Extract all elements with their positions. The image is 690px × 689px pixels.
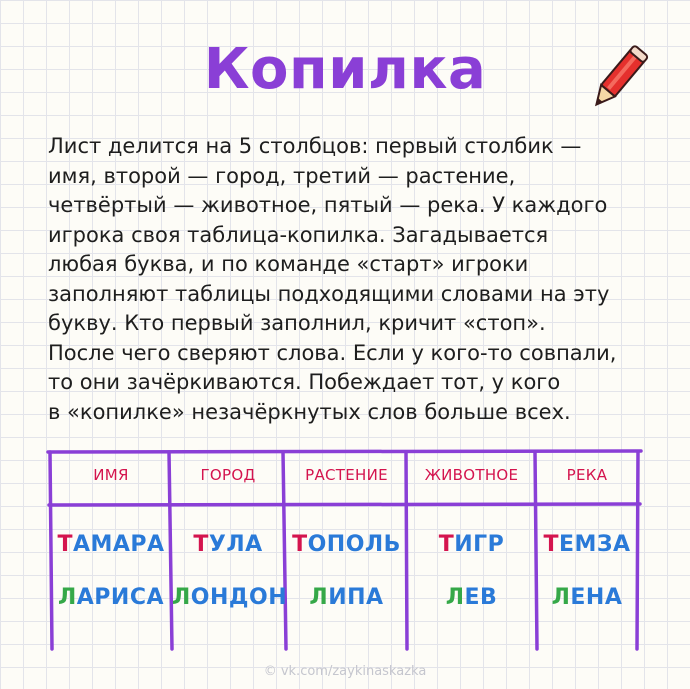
table-cell bbox=[172, 585, 288, 610]
paragraph-line: любая буква, и по команде «старт» игроки bbox=[48, 252, 529, 276]
first-letter: Л bbox=[445, 585, 465, 610]
word-rest: ЕНА bbox=[570, 585, 623, 610]
paragraph-line: в «копилке» незачёркнутых слов больше всех. bbox=[48, 399, 571, 424]
table-cell bbox=[537, 532, 637, 557]
table-cell bbox=[172, 532, 284, 557]
table-header-name: ИМЯ bbox=[93, 466, 129, 484]
table-cell bbox=[407, 585, 536, 610]
first-letter: Л bbox=[551, 585, 571, 610]
table-header-animal: ЖИВОТНОЕ bbox=[424, 466, 519, 484]
paragraph-line: Лист делится на 5 столбцов: первый столбик — bbox=[48, 134, 582, 158]
first-letter: Л bbox=[172, 585, 191, 610]
first-letter: Т bbox=[292, 532, 308, 557]
paragraph-line: заполняют таблицы подходящими словами на эту bbox=[48, 281, 610, 306]
table-cell bbox=[286, 585, 407, 610]
page-title: Копилка bbox=[203, 37, 487, 102]
table-header-plant: РАСТЕНИЕ bbox=[305, 466, 388, 484]
table-cell bbox=[537, 585, 637, 610]
word-rest: ИПА bbox=[328, 585, 384, 610]
first-letter: Т bbox=[438, 532, 455, 557]
table-cell bbox=[407, 532, 536, 557]
word-rest: ИГР bbox=[454, 532, 505, 557]
paragraph-line: После чего сверяют слова. Если у кого-то совпали, bbox=[48, 340, 617, 365]
word-rest: ОНДОН bbox=[190, 585, 288, 610]
paragraph-line: имя, второй — город, третий — растение, bbox=[48, 163, 516, 188]
first-letter: Т bbox=[193, 532, 209, 557]
table-cell bbox=[286, 532, 407, 557]
table-header-river: РЕКА bbox=[566, 466, 608, 484]
word-rest: АМАРА bbox=[72, 532, 165, 557]
word-rest: УЛА bbox=[208, 532, 263, 557]
first-letter: Т bbox=[543, 532, 559, 557]
table-cell bbox=[52, 585, 170, 610]
table-header-city: ГОРОД bbox=[200, 466, 256, 484]
watermark-footer: © vk.com/zaykinaskazka bbox=[263, 664, 427, 679]
paragraph-line: игрока своя таблица-копилка. Загадывается bbox=[48, 222, 549, 247]
first-letter: Л bbox=[309, 585, 329, 610]
word-rest: ЕМЗА bbox=[558, 532, 631, 557]
first-letter: Л bbox=[57, 585, 77, 610]
word-rest: ОПОЛЬ bbox=[307, 532, 401, 557]
paragraph-line: то они зачёркиваются. Побеждает тот, у кого bbox=[48, 370, 561, 394]
paragraph-line: букву. Кто первый заполнил, кричит «стоп». bbox=[48, 311, 546, 335]
paragraph-line: четвёртый — животное, пятый — река. У каждого bbox=[48, 193, 608, 217]
first-letter: Т bbox=[57, 532, 73, 557]
word-rest: АРИСА bbox=[76, 585, 164, 610]
word-rest: ЕВ bbox=[464, 585, 498, 610]
table-cell bbox=[52, 532, 170, 557]
